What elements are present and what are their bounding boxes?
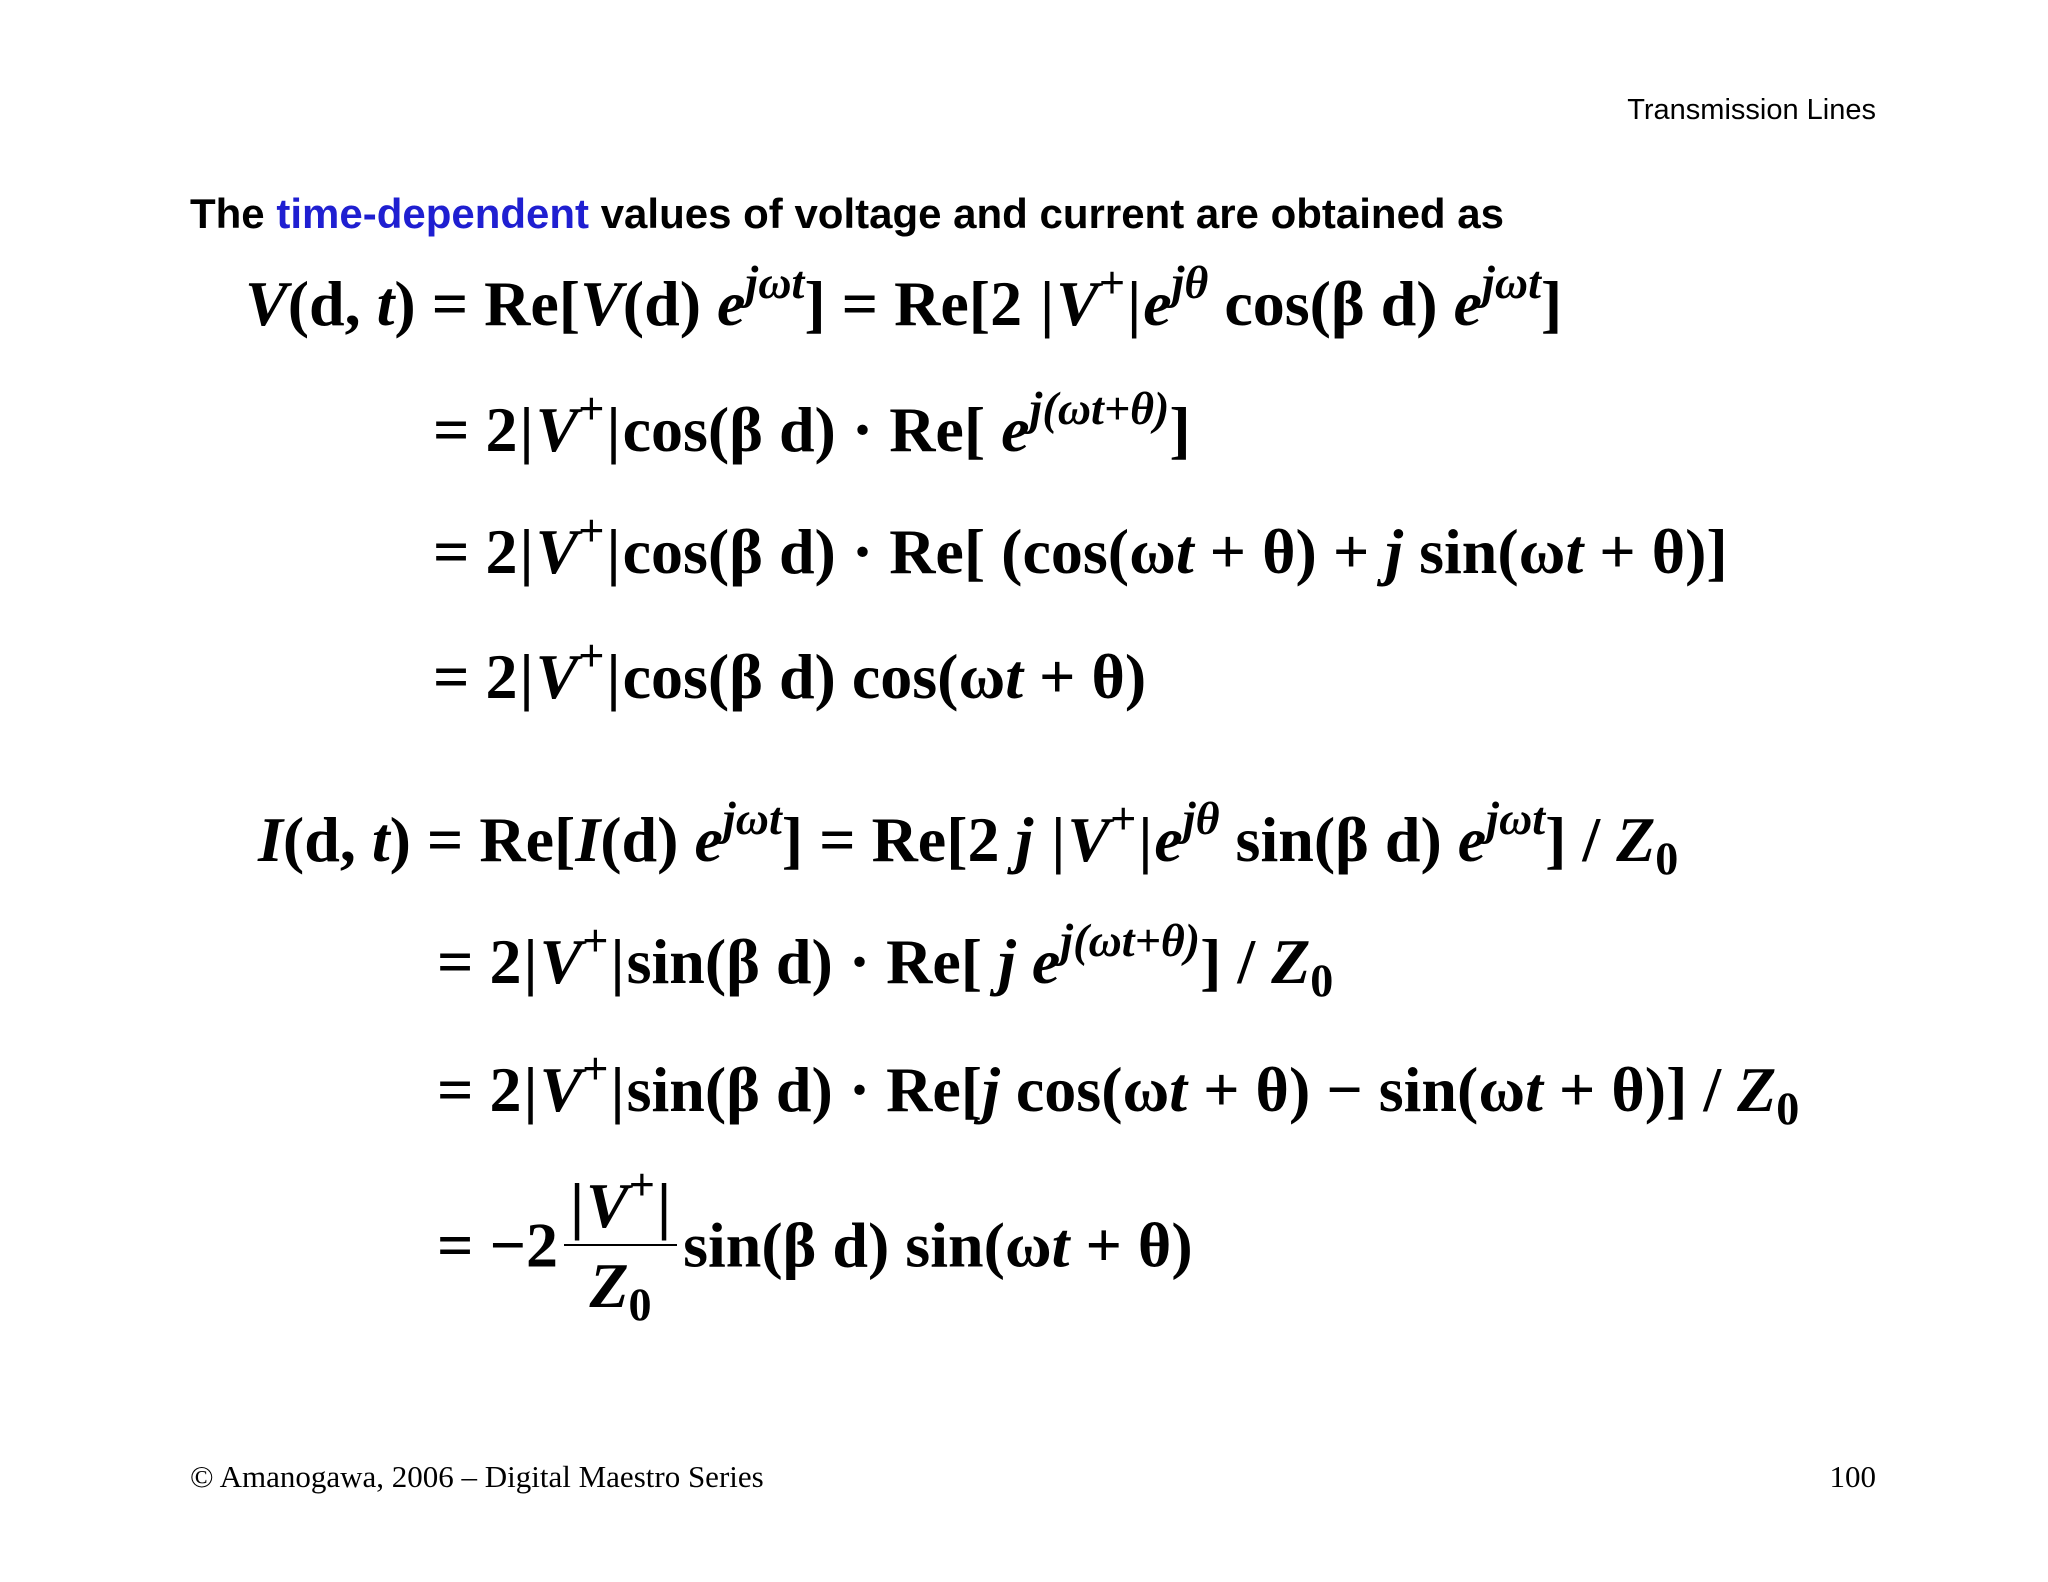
intro-suffix: values of voltage and current are obtained as [589,190,1504,237]
current-equation-3: = 2|V+|sin(β d) · Re[j $\cos(\omega t + \theta) - \sin(\omega t + \theta)] / Z_0$ [437,1043,1800,1134]
intro-highlight: time-dependent [276,190,590,237]
intro-prefix: The [190,190,277,237]
current-equation-1: I(d, t) = Re[I(d) $e^{j\omega t}] = Re[2$ j $|V^+|e^{j\theta}$ sin(β d) $e^{j\omega t}] / Z_0$ [258,793,1679,884]
intro-sentence [190,190,1504,238]
voltage-equation-3: = 2|V+|cos(β d) · Re[ (cos(ωt + θ) + j sin(ωt + θ)] [433,505,1728,587]
voltage-equation-1: V(d, t) = Re[V(d) $e^{j\omega t}] = Re[2$ $|V^+|e^{j\theta}$ cos(β d) $e^{j\omega t}$] [245,257,1563,339]
fraction-v-over-z0: $\frac{|V^+|}{Z_0}$ [564,1174,677,1318]
page-number: 100 [1829,1459,1876,1494]
voltage-equation-4: = 2|V+|cos(β d) cos(ωt + θ) [433,630,1147,712]
current-equation-2: = 2|V+|sin(β d) · Re[ j $e^{j(\omega t+\theta)}] / Z_0$ [437,915,1334,1006]
current-equation-4: = −2 $\frac{|V^+|}{Z_0}$ sin(β d) sin(ωt + θ) [437,1159,1193,1330]
voltage-equation-2: = 2|V+|cos(β d) · Re[ $e^{j(\omega t+\theta)}$] [433,383,1191,465]
header-title: Transmission Lines [1627,94,1876,126]
footer-copyright: © Amanogawa, 2006 – Digital Maestro Series [190,1459,764,1494]
